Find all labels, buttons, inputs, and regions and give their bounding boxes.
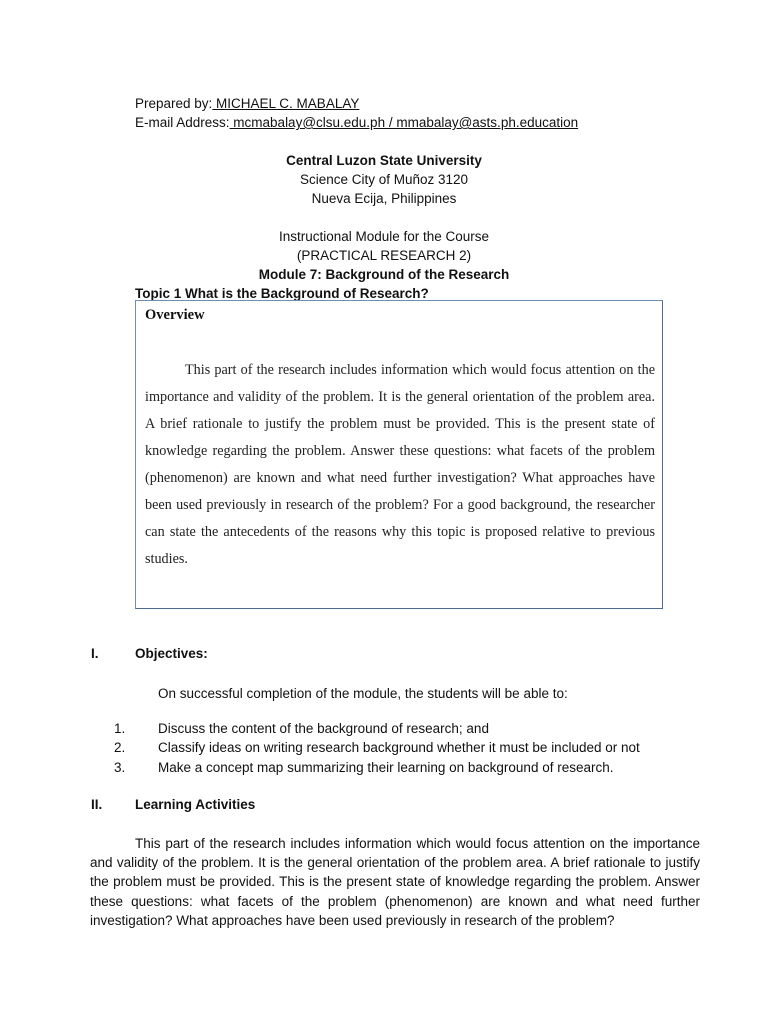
objectives-title: Objectives: — [135, 646, 208, 661]
objectives-numeral: I. — [91, 646, 99, 661]
learning-numeral: II. — [91, 797, 103, 812]
overview-paragraph: This part of the research includes information which would focus attention on the importance and validity of the problem. It is the general orientation of the problem area. A brief rationale to justify the problem must be provided. This is the present state of knowledge regarding the problem. Answer these questions: what facets of the problem (phenomenon) are known and what need further investigation? What approaches have been used previously in research of the problem? For a good background, the researcher can state the antecedents of the reasons why this topic is proposed relative to previous studies. — [145, 362, 655, 567]
university-name: Central Luzon State University — [286, 153, 482, 168]
prepared-by-line — [135, 94, 359, 113]
module-course-name: (PRACTICAL RESEARCH 2) — [296, 248, 472, 263]
objective-number: 2. — [114, 740, 126, 755]
email-line — [135, 113, 578, 132]
email-label: E-mail Address: — [135, 115, 230, 130]
email-value: mcmabalay@clsu.edu.ph / mmabalay@asts.ph.education — [229, 115, 579, 130]
objective-item: Discuss the content of the background of research; and — [158, 721, 489, 736]
learning-body — [90, 834, 700, 930]
prepared-by-label: Prepared by: — [135, 96, 213, 111]
university-city: Science City of Muñoz 3120 — [299, 172, 469, 187]
objective-number: 1. — [114, 721, 126, 736]
objectives-intro: On successful completion of the module, the students will be able to: — [158, 686, 568, 701]
module-title: Module 7: Background of the Research — [258, 267, 510, 282]
objective-item: Make a concept map summarizing their learning on background of research. — [158, 760, 614, 775]
overview-box — [135, 300, 663, 609]
learning-paragraph: This part of the research includes information which would focus attention on the importance and validity of the problem. It is the general orientation of the problem area. A brief rationale to justify the problem must be provided. This is the present state of knowledge regarding the problem. Answer these questions: what facets of the problem (phenomenon) are known and what need further investigation? What approaches have been used previously in research of the problem? — [90, 836, 700, 928]
overview-body — [145, 357, 655, 573]
overview-title: Overview — [145, 307, 205, 323]
learning-title: Learning Activities — [135, 797, 256, 812]
university-province: Nueva Ecija, Philippines — [311, 191, 457, 206]
module-course-line: Instructional Module for the Course — [278, 229, 490, 244]
objective-number: 3. — [114, 760, 126, 775]
objective-item: Classify ideas on writing research background whether it must be included or not — [158, 740, 640, 755]
prepared-by-name: MICHAEL C. MABALAY — [212, 96, 360, 111]
topic-heading: Topic 1 What is the Background of Research? — [135, 286, 429, 301]
